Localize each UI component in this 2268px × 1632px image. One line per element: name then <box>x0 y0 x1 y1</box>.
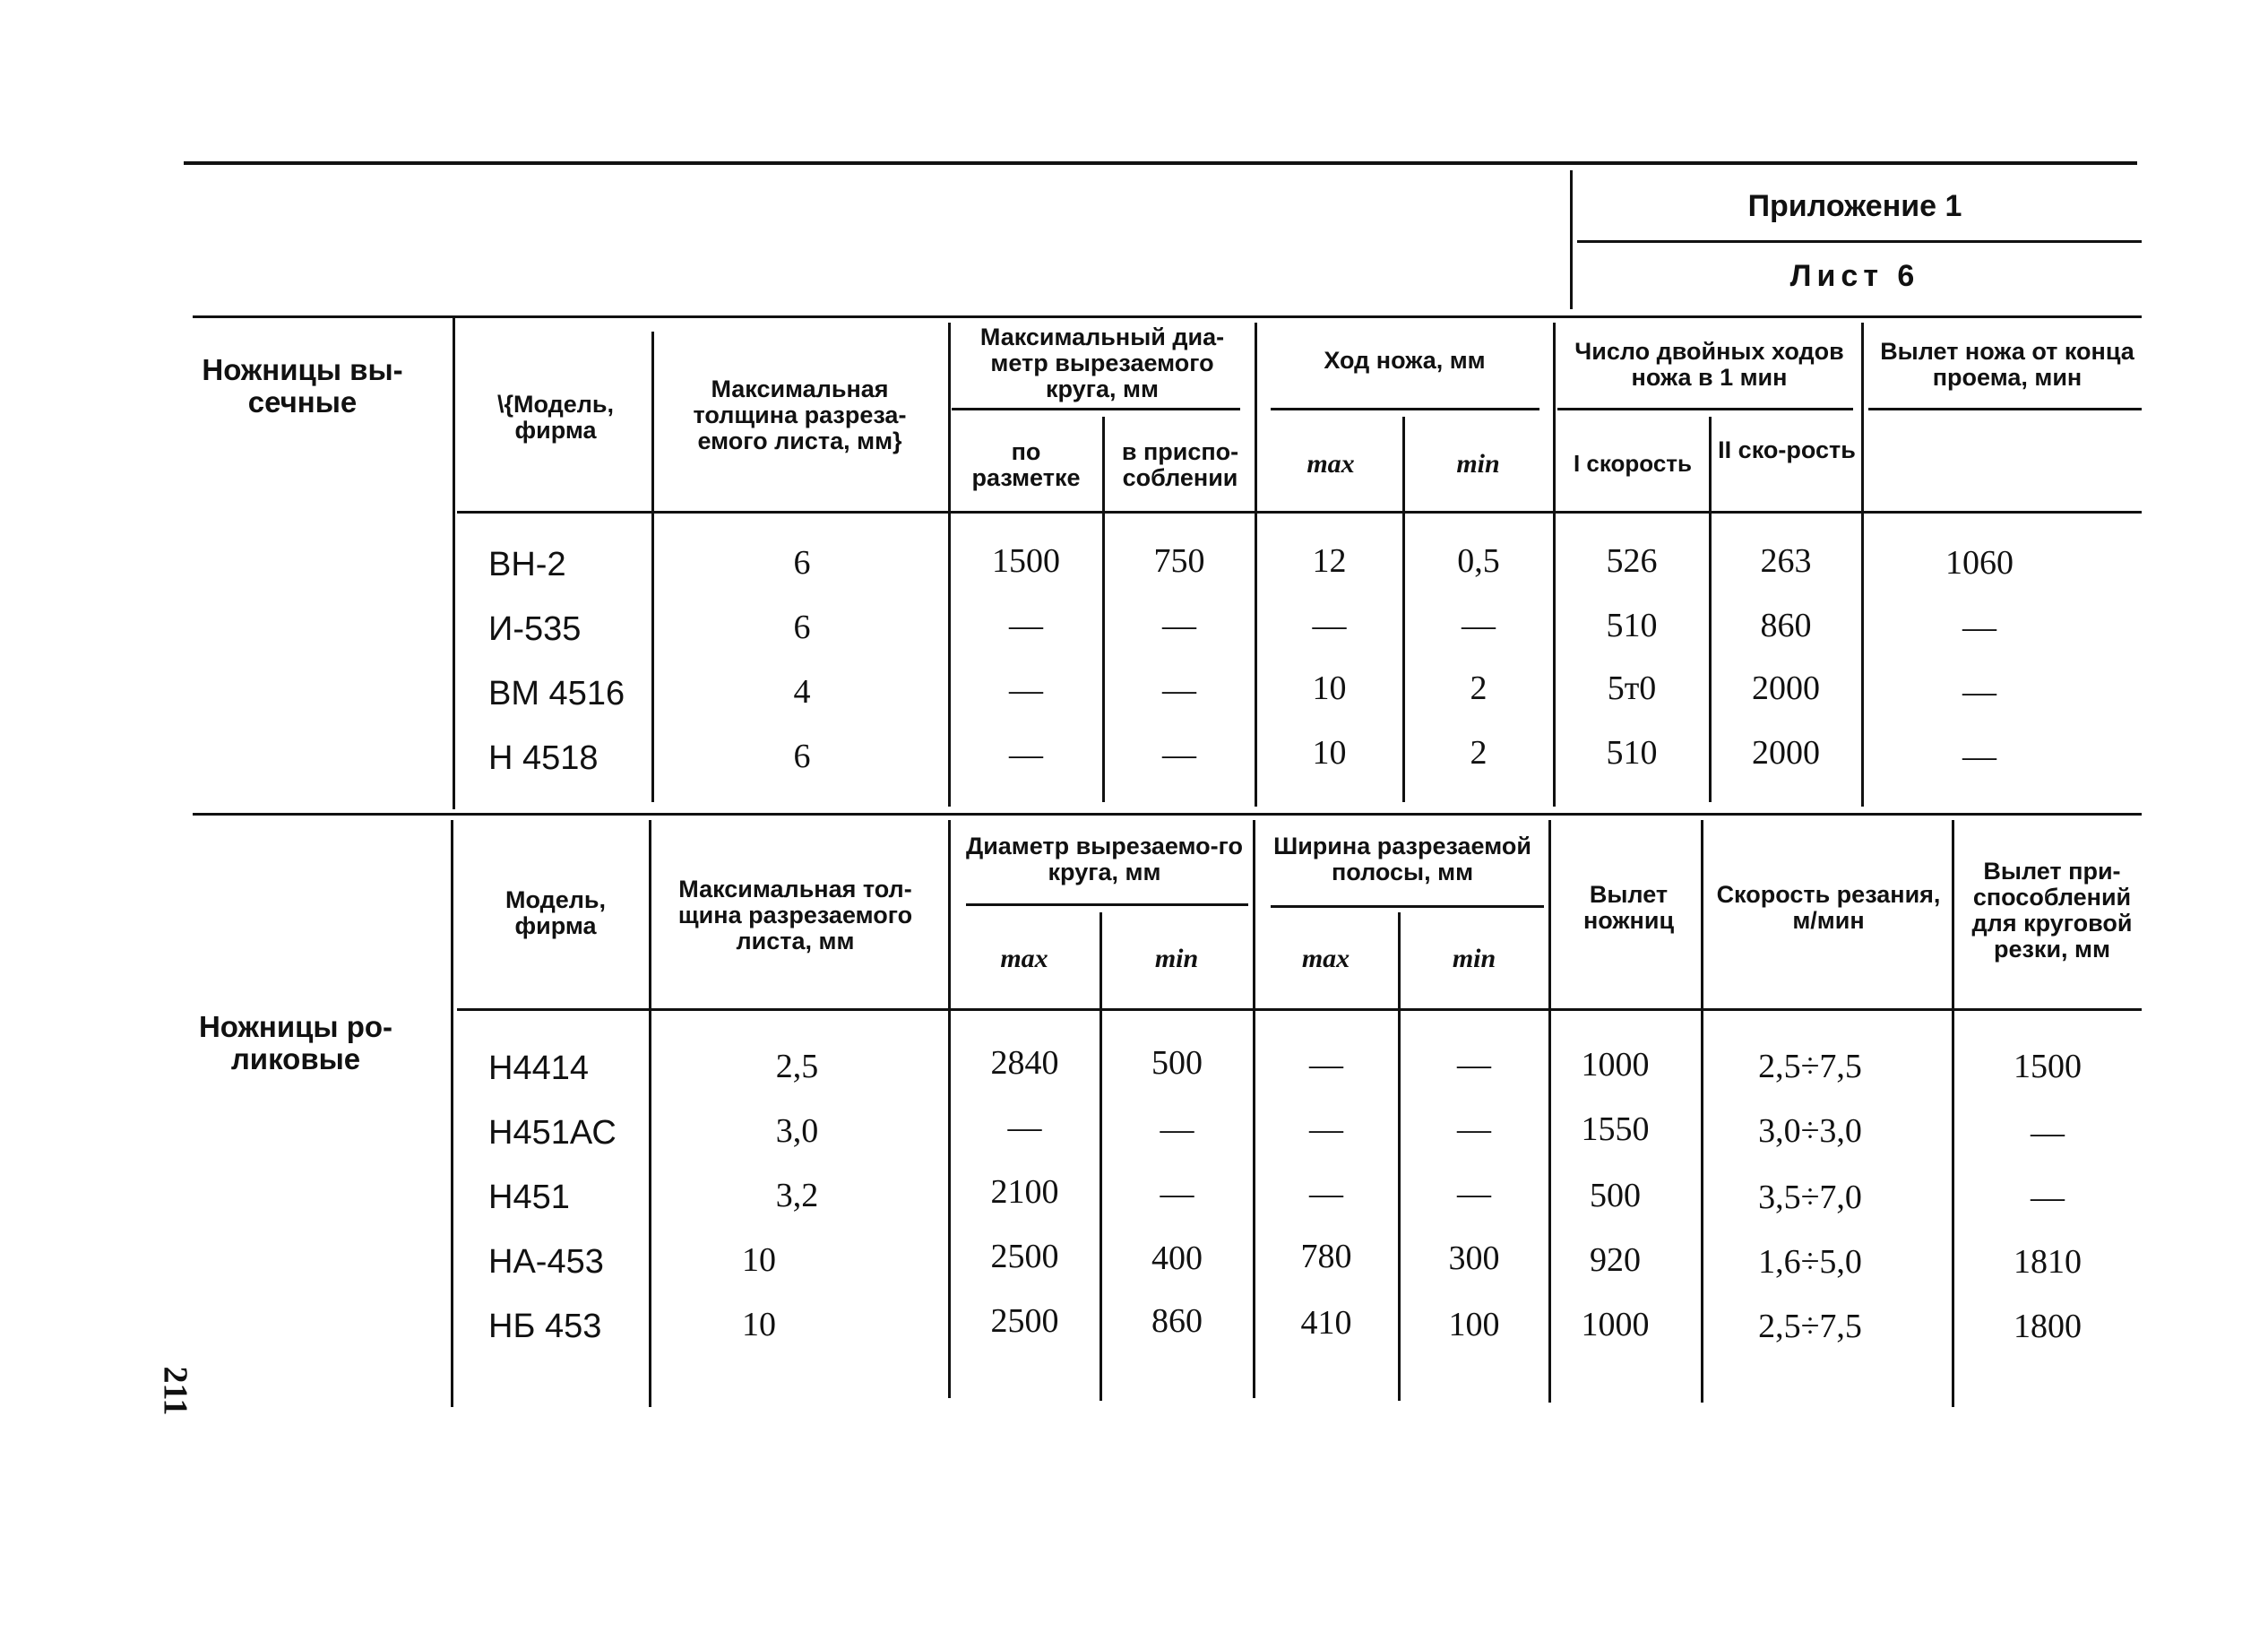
s2-speed: 2,5÷7,5 <box>1758 1048 1862 1085</box>
s2-speed: 3,0÷3,0 <box>1758 1112 1862 1150</box>
section2-subgroup-rule-diameter <box>966 903 1248 906</box>
s2-w-min: — <box>1457 1110 1491 1148</box>
top-rule <box>184 161 2137 165</box>
s2-header-w-min: min <box>1452 944 1496 973</box>
s1-d-mark: 1500 <box>992 542 1060 580</box>
section1-subgroup-rule-stroke <box>1271 408 1539 410</box>
page-number: 211 <box>156 1366 194 1416</box>
s2-speed: 3,5÷7,0 <box>1758 1179 1862 1216</box>
s2-d-min: — <box>1160 1110 1194 1148</box>
s2-reach: 1000 <box>1581 1306 1650 1343</box>
s2-header-width-group: Ширина разрезаемой полосы, мм <box>1273 833 1531 885</box>
s2-model: НБ 453 <box>488 1308 602 1345</box>
s2-d-max: 2500 <box>990 1302 1059 1340</box>
s1-header-strokes-group: Число двойных ходов ножа в 1 мин <box>1574 338 1844 391</box>
s1-thickness: 6 <box>793 609 811 646</box>
s1-header-diameter-marking: по разметке <box>971 438 1081 491</box>
s2-header-w-max: max <box>1301 944 1350 973</box>
s1-s-max: 10 <box>1312 669 1347 707</box>
s2-w-min: 100 <box>1448 1306 1500 1343</box>
s1-s-max: 10 <box>1312 734 1347 772</box>
s2-model: Н451АС <box>488 1114 617 1152</box>
s1-v1: 526 <box>1606 542 1658 580</box>
s1-header-stroke-group: Ход ножа, мм <box>1324 347 1486 374</box>
appendix-divider <box>1570 170 1573 309</box>
section1-vline <box>453 318 455 809</box>
s2-model: Н451 <box>488 1179 570 1216</box>
s2-header-reach: Вылет ножниц <box>1582 881 1675 934</box>
s1-d-mark: — <box>1009 736 1043 773</box>
s2-header-fixture: Вылет при-способлений для круговой резки, мм <box>1971 858 2133 963</box>
section1-top-rule <box>193 315 2142 318</box>
s1-s-max: 12 <box>1312 542 1347 580</box>
s1-d-fix: — <box>1162 607 1196 644</box>
section1-subgroup-rule-strokes <box>1557 408 1853 410</box>
s2-w-max: — <box>1309 1110 1343 1148</box>
s2-w-min: — <box>1457 1175 1491 1213</box>
s2-thickness: 10 <box>742 1241 776 1279</box>
s2-speed: 2,5÷7,5 <box>1758 1308 1862 1345</box>
s1-thickness: 4 <box>793 673 811 711</box>
section1-subgroup-rule-reach <box>1868 408 2142 410</box>
s2-d-max: 2840 <box>990 1044 1059 1082</box>
s2-d-min: 860 <box>1151 1302 1203 1340</box>
s1-reach: — <box>1962 738 1996 775</box>
s2-fixture: — <box>2031 1179 2065 1216</box>
appendix-rule <box>1577 240 2142 243</box>
section2-header-bottom-rule <box>457 1008 2142 1011</box>
sheet-label: Лист 6 <box>1789 259 1920 293</box>
s1-model: Н 4518 <box>488 739 599 777</box>
s2-thickness: 10 <box>742 1306 776 1343</box>
s1-s-min: 0,5 <box>1457 542 1500 580</box>
s1-d-mark: — <box>1009 607 1043 644</box>
s2-fixture: 1810 <box>2014 1243 2082 1281</box>
s1-v1: 510 <box>1606 607 1658 644</box>
s2-d-max: 2100 <box>990 1173 1059 1211</box>
s2-w-min: — <box>1457 1046 1491 1084</box>
s2-reach: 500 <box>1590 1177 1641 1214</box>
s1-thickness: 6 <box>793 738 811 775</box>
s2-speed: 1,6÷5,0 <box>1758 1243 1862 1281</box>
s2-fixture: 1500 <box>2014 1048 2082 1085</box>
s2-fixture: 1800 <box>2014 1308 2082 1345</box>
s2-reach: 1000 <box>1581 1046 1650 1084</box>
s2-d-min: 400 <box>1151 1239 1203 1277</box>
section1-header-bottom-rule <box>457 511 2142 514</box>
s1-s-max: — <box>1312 607 1347 644</box>
s1-header-stroke-max: max <box>1306 449 1355 479</box>
s1-v2: 2000 <box>1752 669 1820 707</box>
s2-w-max: 780 <box>1300 1238 1352 1275</box>
s2-w-max: 410 <box>1300 1304 1352 1342</box>
s1-s-min: — <box>1462 607 1496 644</box>
s2-thickness: 3,2 <box>775 1177 819 1214</box>
s2-thickness: 2,5 <box>775 1048 819 1085</box>
s1-v1: 5т0 <box>1607 669 1657 707</box>
s1-header-reach: Вылет ножа от конца проема, мин <box>1880 338 2134 391</box>
s1-reach: — <box>1962 609 1996 646</box>
s1-header-thickness: Максимальная толщина разреза-емого листа, мм} <box>693 376 907 454</box>
s2-reach: 1550 <box>1581 1110 1650 1148</box>
appendix-label: Приложение 1 <box>1747 189 1962 223</box>
s1-model: ВН-2 <box>488 546 566 583</box>
s1-reach: 1060 <box>1945 544 2014 582</box>
s2-model: Н4414 <box>488 1049 589 1087</box>
s1-d-fix: — <box>1162 671 1196 709</box>
s2-d-max: — <box>1007 1109 1042 1146</box>
s1-header-model: \{Модель, фирма <box>496 391 615 444</box>
s1-model: И-535 <box>488 610 582 648</box>
s1-header-diameter-group: Максимальный диа-метр вырезаемого круга, мм <box>979 324 1225 402</box>
s1-v1: 510 <box>1606 734 1658 772</box>
section1-title: Ножницы вы-сечные <box>202 353 403 419</box>
s2-header-model: Модель, фирма <box>504 886 607 939</box>
s1-header-diameter-fixture: в приспо-соблении <box>1121 438 1239 491</box>
s2-thickness: 3,0 <box>775 1112 819 1150</box>
s1-reach: — <box>1962 673 1996 711</box>
s2-w-min: 300 <box>1448 1239 1500 1277</box>
s1-d-mark: — <box>1009 671 1043 709</box>
s1-v2: 2000 <box>1752 734 1820 772</box>
s2-reach: 920 <box>1590 1241 1641 1279</box>
s2-model: НА-453 <box>488 1243 604 1281</box>
s1-header-stroke-min: min <box>1456 449 1500 479</box>
section2-title: Ножницы ро-ликовые <box>198 1010 393 1075</box>
s2-d-max: 2500 <box>990 1238 1059 1275</box>
s1-s-min: 2 <box>1470 669 1488 707</box>
s2-fixture: — <box>2031 1114 2065 1152</box>
s2-header-d-max: max <box>1000 944 1048 973</box>
s1-model: ВМ 4516 <box>488 675 625 712</box>
s1-s-min: 2 <box>1470 734 1488 772</box>
s2-w-max: — <box>1309 1175 1343 1213</box>
s2-d-min: — <box>1160 1175 1194 1213</box>
s2-d-min: 500 <box>1151 1044 1203 1082</box>
s1-d-fix: — <box>1162 736 1196 773</box>
s2-header-d-min: min <box>1154 944 1199 973</box>
s1-thickness: 6 <box>793 544 811 582</box>
s2-header-speed: Скорость резания, м/мин <box>1716 881 1941 934</box>
s1-d-fix: 750 <box>1153 542 1205 580</box>
s1-header-speed1: I скорость <box>1573 450 1693 477</box>
s2-w-max: — <box>1309 1046 1343 1084</box>
section2-vline <box>451 820 453 1407</box>
s2-header-thickness: Максимальная тол-щина разрезаемого листа, мм <box>677 876 913 954</box>
s1-header-speed2: II ско-рость <box>1718 436 1856 463</box>
section2-top-rule <box>193 813 2142 816</box>
s2-header-diameter-group: Диаметр вырезаемо-го круга, мм <box>965 833 1244 885</box>
s1-v2: 263 <box>1760 542 1812 580</box>
s1-v2: 860 <box>1760 607 1812 644</box>
section2-subgroup-rule-width <box>1271 905 1544 908</box>
section1-subgroup-rule-diameter <box>952 408 1240 410</box>
